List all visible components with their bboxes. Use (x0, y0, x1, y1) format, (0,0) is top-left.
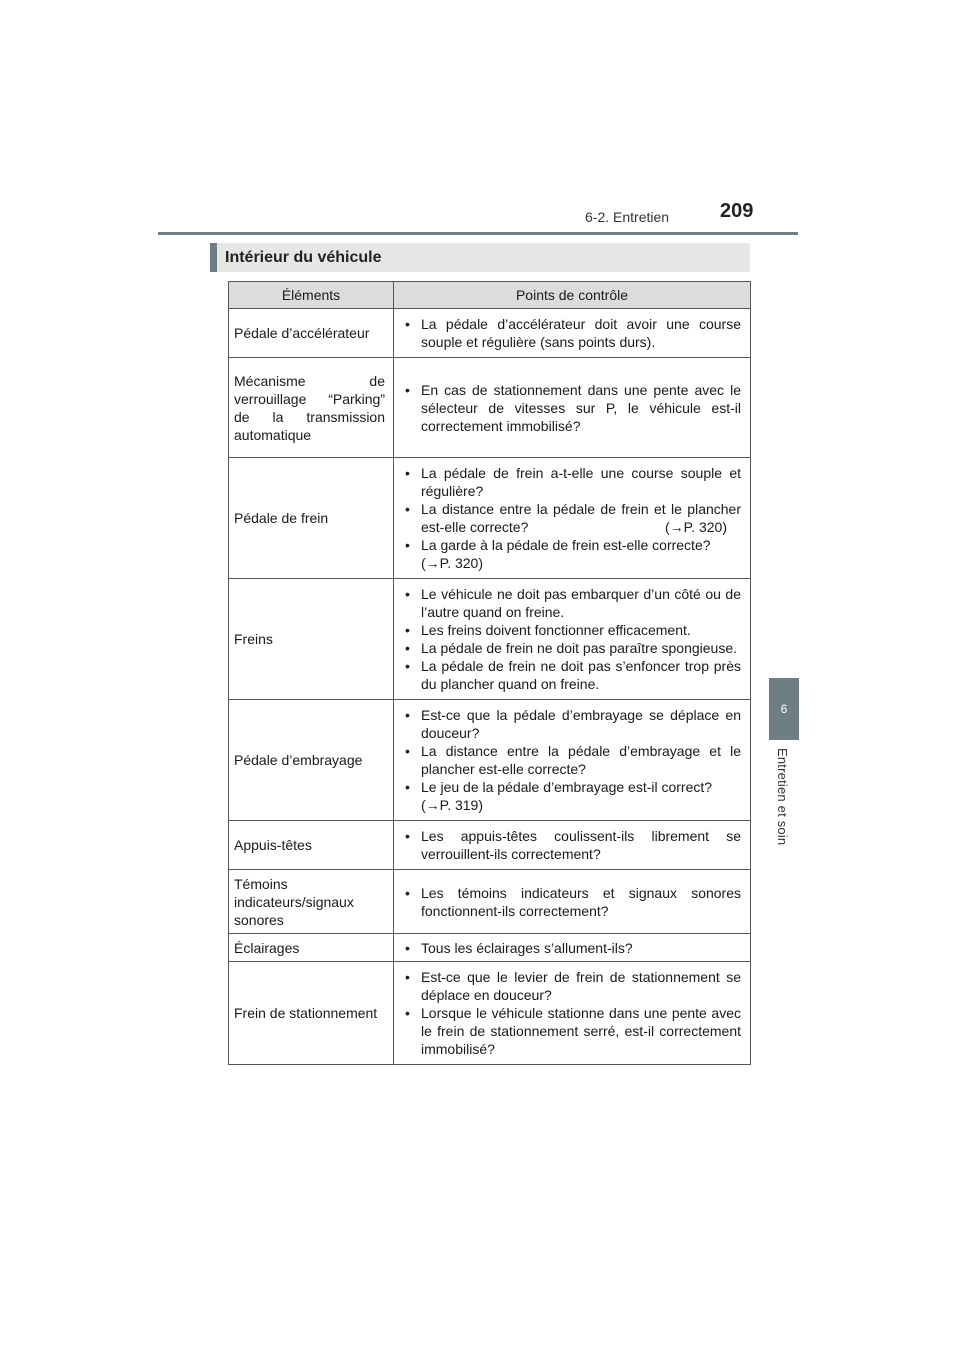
check-point: • Tous les éclairages s’allument-ils? (403, 939, 741, 957)
points-cell (394, 934, 751, 962)
points-cell (394, 358, 751, 458)
check-point: • La pédale de frein ne doit pas s’enfoncer trop près du plancher quand on freine. (403, 657, 741, 693)
check-point-text: La distance entre la pédale de frein et le plancher est-elle correcte? (421, 501, 741, 535)
table-row (229, 700, 751, 821)
chapter-tab: 6 (769, 678, 799, 740)
inspection-table (228, 281, 751, 1065)
item-cell: Freins (229, 579, 394, 700)
item-cell: Appuis-têtes (229, 821, 394, 870)
check-point: • Les témoins indicateurs et signaux sonores fonctionnent-ils correctement? (403, 884, 741, 920)
check-point: • La distance entre la pédale d’embrayage et le plancher est-elle correcte? (403, 742, 741, 778)
check-point (403, 536, 741, 572)
points-cell (394, 579, 751, 700)
page-reference: (→P. 320) (665, 519, 727, 535)
check-point: • Est-ce que la pédale d’embrayage se déplace en douceur? (403, 706, 741, 742)
page-number: 209 (720, 200, 754, 222)
item-cell: Pédale de frein (229, 458, 394, 579)
check-point: • En cas de stationnement dans une pente avec le sélecteur de vitesses sur P, le véhicule est-il correctement immobilisé? (403, 381, 741, 435)
table-row (229, 458, 751, 579)
table-row (229, 870, 751, 934)
check-point (403, 500, 741, 536)
item-cell: Frein de stationnement (229, 962, 394, 1065)
points-cell (394, 821, 751, 870)
check-point: • La pédale de frein ne doit pas paraître spongieuse. (403, 639, 741, 657)
column-header-items: Éléments (229, 282, 394, 309)
points-cell (394, 700, 751, 821)
table-row (229, 579, 751, 700)
check-point: • La pédale de frein a-t-elle une course souple et régulière? (403, 464, 741, 500)
item-cell: Pédale d’accélérateur (229, 309, 394, 358)
header-divider (158, 232, 798, 235)
check-point: • Est-ce que le levier de frein de stationnement se déplace en douceur? (403, 968, 741, 1004)
page-reference: (→P. 320) (421, 555, 483, 571)
points-cell (394, 309, 751, 358)
item-cell: Éclairages (229, 934, 394, 962)
item-cell: Mécanisme de verrouillage “Parking” de la transmission automatique (229, 358, 394, 458)
item-cell: Pédale d’embrayage (229, 700, 394, 821)
table-row (229, 934, 751, 962)
check-point (403, 778, 741, 814)
check-point-text: Le jeu de la pédale d’embrayage est-il correct? (421, 779, 713, 795)
check-point: • Lorsque le véhicule stationne dans une pente avec le frein de stationnement serré, est-il correctement immobilisé? (403, 1004, 741, 1058)
section-title: Intérieur du véhicule (210, 243, 750, 272)
points-cell (394, 870, 751, 934)
check-point: • Les appuis-têtes coulissent-ils librement se verrouillent-ils correctement? (403, 827, 741, 863)
table-row (229, 821, 751, 870)
table-row (229, 309, 751, 358)
chapter-tab-label: Entretien et soin (775, 748, 790, 846)
table-row (229, 962, 751, 1065)
running-header-section: 6-2. Entretien (585, 209, 670, 225)
check-point: • Les freins doivent fonctionner efficacement. (403, 621, 741, 639)
item-cell: Témoins indicateurs/signaux sonores (229, 870, 394, 934)
points-cell (394, 962, 751, 1065)
column-header-points: Points de contrôle (394, 282, 751, 309)
check-point: • Le véhicule ne doit pas embarquer d’un côté ou de l’autre quand on freine. (403, 585, 741, 621)
points-cell (394, 458, 751, 579)
check-point-text: La garde à la pédale de frein est-elle correcte? (421, 537, 711, 553)
table-row (229, 358, 751, 458)
check-point: • La pédale d’accélérateur doit avoir une course souple et régulière (sans points durs). (403, 315, 741, 351)
page-reference: (→P. 319) (421, 797, 483, 813)
table-header-row (229, 282, 751, 309)
